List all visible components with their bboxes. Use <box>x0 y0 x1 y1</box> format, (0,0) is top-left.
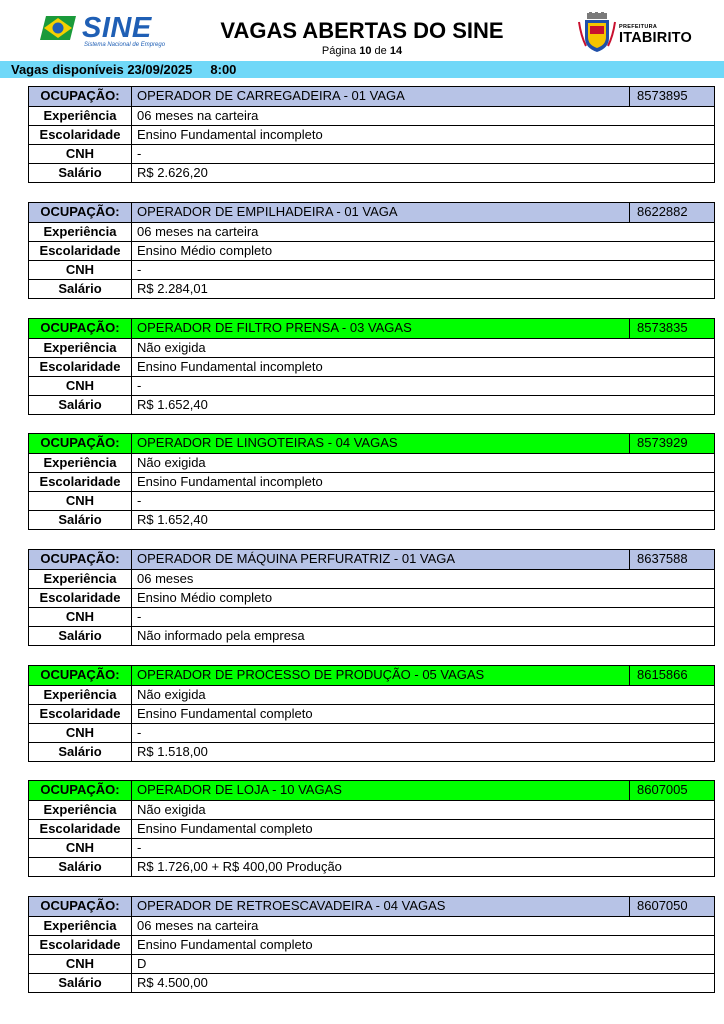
education-row <box>29 241 714 260</box>
city-logo-name: ITABIRITO <box>619 30 692 46</box>
occupation-label: OCUPAÇÃO: <box>29 781 132 800</box>
occupation-label: OCUPAÇÃO: <box>29 550 132 569</box>
date-label: Vagas disponíveis 23/09/2025 <box>11 62 193 77</box>
education-label: Escolaridade <box>29 705 132 723</box>
education-row <box>29 125 714 144</box>
job-table <box>28 780 715 877</box>
salary-row <box>29 510 714 529</box>
education-label: Escolaridade <box>29 473 132 491</box>
occupation-label: OCUPAÇÃO: <box>29 319 132 338</box>
education-row <box>29 357 714 376</box>
license-label: CNH <box>29 839 132 857</box>
experience-label: Experiência <box>29 454 132 472</box>
page-number-total: 14 <box>389 45 403 57</box>
education-value: Ensino Fundamental incompleto <box>137 474 323 489</box>
job-table <box>28 896 715 993</box>
job-table <box>28 202 715 299</box>
page-title: VAGAS ABERTAS DO SINE <box>220 18 504 43</box>
job-table <box>28 318 715 415</box>
experience-label: Experiência <box>29 107 132 125</box>
experience-row <box>29 569 714 588</box>
itabirito-logo <box>578 12 692 54</box>
education-label: Escolaridade <box>29 820 132 838</box>
salary-row <box>29 395 714 414</box>
salary-label: Salário <box>29 396 132 414</box>
job-code: 8573895 <box>629 87 714 106</box>
occupation-row <box>29 87 714 106</box>
page-number-prefix: Página <box>321 45 357 57</box>
salary-value: R$ 1.518,00 <box>137 744 208 759</box>
experience-label: Experiência <box>29 339 132 357</box>
experience-row <box>29 800 714 819</box>
experience-value: Não exigida <box>137 340 206 355</box>
license-value: - <box>137 146 142 161</box>
education-row <box>29 935 714 954</box>
occupation-label: OCUPAÇÃO: <box>29 203 132 222</box>
page-number-sep: de <box>374 45 387 57</box>
occupation-label: OCUPAÇÃO: <box>29 666 132 685</box>
job-code: 8573929 <box>629 434 714 453</box>
occupation-row <box>29 897 714 916</box>
experience-value: Não exigida <box>137 687 206 702</box>
experience-value: 06 meses <box>137 571 194 586</box>
occupation-row <box>29 550 714 569</box>
education-label: Escolaridade <box>29 936 132 954</box>
job-code: 8615866 <box>629 666 714 685</box>
license-value: - <box>137 609 142 624</box>
license-row <box>29 491 714 510</box>
experience-label: Experiência <box>29 686 132 704</box>
occupation-label: OCUPAÇÃO: <box>29 434 132 453</box>
occupation-title: OPERADOR DE FILTRO PRENSA - 03 VAGAS <box>132 319 629 338</box>
license-label: CNH <box>29 955 132 973</box>
occupation-row <box>29 666 714 685</box>
occupation-title: OPERADOR DE CARREGADEIRA - 01 VAGA <box>132 87 629 106</box>
job-table <box>28 549 715 646</box>
license-value: D <box>137 956 147 971</box>
salary-value: Não informado pela empresa <box>137 628 305 643</box>
license-row <box>29 838 714 857</box>
license-label: CNH <box>29 724 132 742</box>
occupation-title: OPERADOR DE RETROESCAVADEIRA - 04 VAGAS <box>132 897 629 916</box>
date-bar <box>0 61 724 78</box>
experience-row <box>29 453 714 472</box>
education-value: Ensino Fundamental incompleto <box>137 127 323 142</box>
salary-value: R$ 4.500,00 <box>137 975 208 990</box>
license-label: CNH <box>29 608 132 626</box>
license-value: - <box>137 378 142 393</box>
sine-logo-text: SINE <box>82 12 152 44</box>
salary-label: Salário <box>29 280 132 298</box>
education-row <box>29 704 714 723</box>
experience-row <box>29 916 714 935</box>
education-label: Escolaridade <box>29 589 132 607</box>
experience-row <box>29 338 714 357</box>
occupation-title: OPERADOR DE LINGOTEIRAS - 04 VAGAS <box>132 434 629 453</box>
license-value: - <box>137 840 142 855</box>
education-value: Ensino Fundamental completo <box>137 821 313 836</box>
date-time: 8:00 <box>210 62 237 77</box>
education-row <box>29 472 714 491</box>
salary-row <box>29 163 714 182</box>
salary-label: Salário <box>29 164 132 182</box>
page-header <box>0 0 724 60</box>
coat-of-arms-icon <box>578 12 616 54</box>
occupation-label: OCUPAÇÃO: <box>29 87 132 106</box>
education-value: Ensino Fundamental completo <box>137 937 313 952</box>
job-code: 8622882 <box>629 203 714 222</box>
license-label: CNH <box>29 261 132 279</box>
experience-value: Não exigida <box>137 455 206 470</box>
salary-value: R$ 1.726,00 + R$ 400,00 Produção <box>137 859 342 874</box>
salary-row <box>29 279 714 298</box>
experience-row <box>29 106 714 125</box>
education-value: Ensino Fundamental completo <box>137 706 313 721</box>
job-code: 8573835 <box>629 319 714 338</box>
education-value: Ensino Fundamental incompleto <box>137 359 323 374</box>
experience-label: Experiência <box>29 570 132 588</box>
salary-label: Salário <box>29 858 132 876</box>
city-logo-prefix: PREFEITURA <box>619 24 658 30</box>
occupation-label: OCUPAÇÃO: <box>29 897 132 916</box>
license-row <box>29 954 714 973</box>
license-row <box>29 260 714 279</box>
occupation-row <box>29 434 714 453</box>
job-table <box>28 433 715 530</box>
salary-label: Salário <box>29 974 132 992</box>
experience-value: Não exigida <box>137 802 206 817</box>
job-table <box>28 665 715 762</box>
salary-label: Salário <box>29 511 132 529</box>
occupation-row <box>29 781 714 800</box>
salary-value: R$ 1.652,40 <box>137 397 208 412</box>
occupation-title: OPERADOR DE MÁQUINA PERFURATRIZ - 01 VAGA <box>132 550 629 569</box>
license-row <box>29 607 714 626</box>
page-number-current: 10 <box>359 45 372 57</box>
occupation-title: OPERADOR DE EMPILHADEIRA - 01 VAGA <box>132 203 629 222</box>
experience-row <box>29 222 714 241</box>
education-value: Ensino Médio completo <box>137 243 273 258</box>
license-value: - <box>137 493 142 508</box>
education-value: Ensino Médio completo <box>137 590 273 605</box>
experience-value: 06 meses na carteira <box>137 918 259 933</box>
occupation-row <box>29 319 714 338</box>
license-row <box>29 723 714 742</box>
education-row <box>29 588 714 607</box>
education-label: Escolaridade <box>29 242 132 260</box>
license-row <box>29 376 714 395</box>
experience-label: Experiência <box>29 801 132 819</box>
salary-label: Salário <box>29 743 132 761</box>
occupation-title: OPERADOR DE PROCESSO DE PRODUÇÃO - 05 VAGAS <box>132 666 629 685</box>
license-row <box>29 144 714 163</box>
license-value: - <box>137 725 142 740</box>
salary-value: R$ 2.626,20 <box>137 165 208 180</box>
job-code: 8607050 <box>629 897 714 916</box>
license-value: - <box>137 262 142 277</box>
salary-value: R$ 1.652,40 <box>137 512 208 527</box>
experience-value: 06 meses na carteira <box>137 224 259 239</box>
experience-value: 06 meses na carteira <box>137 108 259 123</box>
license-label: CNH <box>29 377 132 395</box>
license-label: CNH <box>29 492 132 510</box>
job-code: 8607005 <box>629 781 714 800</box>
education-label: Escolaridade <box>29 126 132 144</box>
experience-label: Experiência <box>29 223 132 241</box>
education-label: Escolaridade <box>29 358 132 376</box>
salary-row <box>29 857 714 876</box>
experience-row <box>29 685 714 704</box>
salary-row <box>29 742 714 761</box>
experience-label: Experiência <box>29 917 132 935</box>
job-table <box>28 86 715 183</box>
salary-label: Salário <box>29 627 132 645</box>
salary-row <box>29 973 714 992</box>
occupation-title: OPERADOR DE LOJA - 10 VAGAS <box>132 781 629 800</box>
license-label: CNH <box>29 145 132 163</box>
education-row <box>29 819 714 838</box>
job-code: 8637588 <box>629 550 714 569</box>
sine-logo-subtitle: Sistema Nacional de Emprego <box>84 42 166 48</box>
salary-value: R$ 2.284,01 <box>137 281 208 296</box>
occupation-row <box>29 203 714 222</box>
salary-row <box>29 626 714 645</box>
